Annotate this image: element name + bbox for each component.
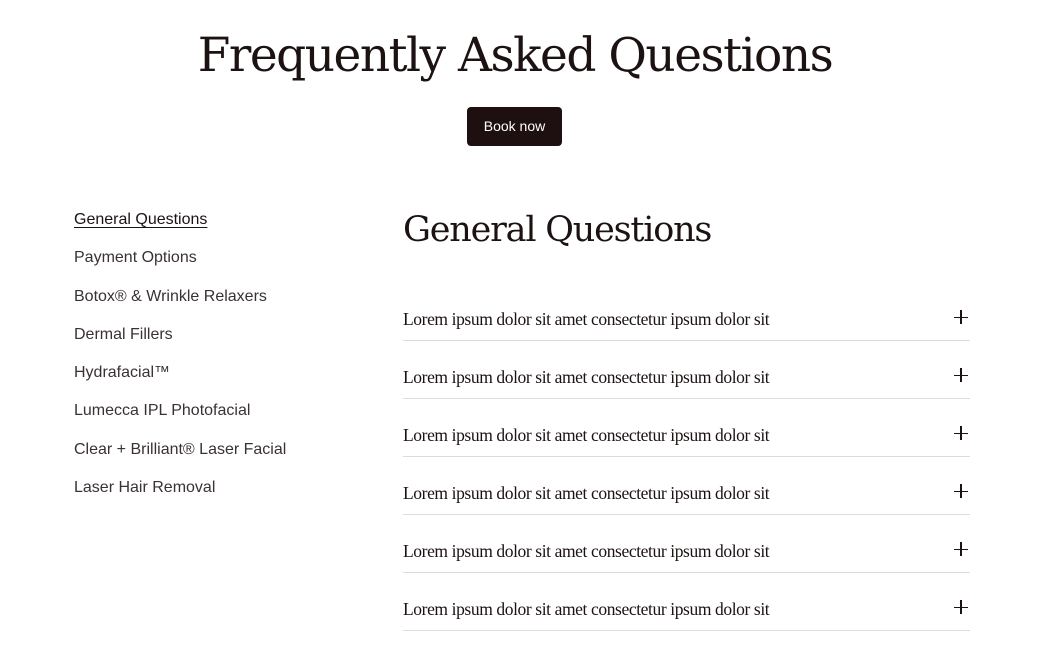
faq-question: Lorem ipsum dolor sit amet consectetur ipsum dolor sit: [403, 599, 770, 619]
plus-icon[interactable]: [954, 542, 968, 556]
sidebar-item-clear-brilliant[interactable]: Clear + Brilliant® Laser Facial: [74, 440, 287, 458]
plus-icon[interactable]: [954, 368, 968, 382]
sidebar-item-payment-options[interactable]: Payment Options: [74, 249, 197, 267]
sidebar-item-general-questions[interactable]: General Questions: [74, 211, 208, 228]
sidebar-item-dermal-fillers[interactable]: Dermal Fillers: [74, 325, 173, 343]
faq-item[interactable]: [403, 283, 970, 341]
faq-question: Lorem ipsum dolor sit amet consectetur ipsum dolor sit: [403, 425, 770, 445]
page-title: Frequently Asked Questions: [197, 28, 833, 83]
sidebar-item-botox[interactable]: Botox® & Wrinkle Relaxers: [74, 287, 267, 305]
plus-icon[interactable]: [954, 426, 968, 440]
faq-category-nav: [74, 207, 374, 513]
sidebar-item-lumecca-ipl[interactable]: Lumecca IPL Photofacial: [74, 402, 251, 420]
plus-icon[interactable]: [954, 600, 968, 614]
faq-question: Lorem ipsum dolor sit amet consectetur ipsum dolor sit: [403, 309, 770, 329]
plus-icon[interactable]: [954, 310, 968, 324]
faq-question: Lorem ipsum dolor sit amet consectetur ipsum dolor sit: [403, 483, 770, 503]
faq-item[interactable]: [403, 399, 970, 457]
faq-list: [403, 283, 970, 631]
book-now-button[interactable]: Book now: [467, 107, 562, 146]
section-title: General Questions: [403, 210, 712, 250]
faq-item[interactable]: [403, 515, 970, 573]
faq-item[interactable]: [403, 457, 970, 515]
faq-item[interactable]: [403, 573, 970, 631]
faq-item[interactable]: [403, 341, 970, 399]
plus-icon[interactable]: [954, 484, 968, 498]
sidebar-item-hydrafacial[interactable]: Hydrafacial™: [74, 364, 171, 382]
faq-question: Lorem ipsum dolor sit amet consectetur ipsum dolor sit: [403, 541, 770, 561]
sidebar-item-laser-hair-removal[interactable]: Laser Hair Removal: [74, 479, 216, 497]
faq-question: Lorem ipsum dolor sit amet consectetur ipsum dolor sit: [403, 367, 770, 387]
